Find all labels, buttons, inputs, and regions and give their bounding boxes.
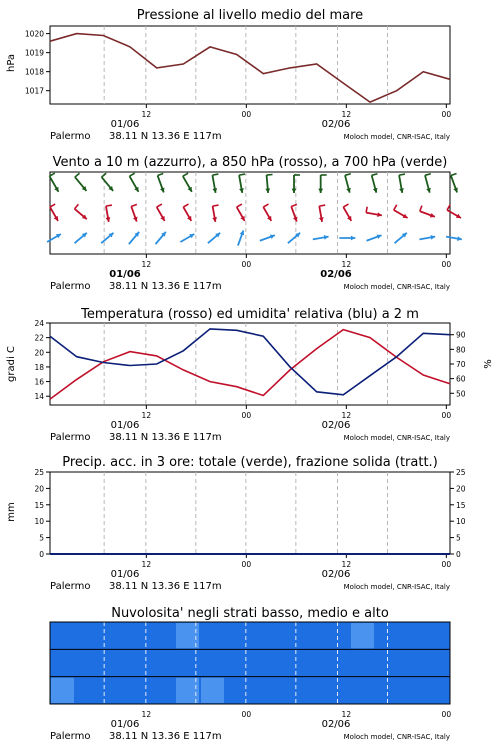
pressure-ytick-label: 1017 xyxy=(24,86,44,96)
precip-ytick-label: 10 xyxy=(34,517,44,527)
wind-barb xyxy=(366,207,367,213)
wind-hour-tick-label: 00 xyxy=(241,260,252,269)
precip-hour-tick-label: 12 xyxy=(341,560,352,569)
wind-barb xyxy=(212,174,218,175)
cloud-hour-tick-label: 00 xyxy=(441,710,452,719)
temp-hour-tick-label: 12 xyxy=(341,411,352,420)
cloud-cell xyxy=(76,678,99,703)
pressure-title: Pressione al livello medio del mare xyxy=(136,8,364,23)
cloud-hour-tick-label: 00 xyxy=(241,710,252,719)
cloud-cell xyxy=(301,650,324,675)
cloud-hour-tick-label: 12 xyxy=(141,710,152,719)
temp-date-label: 01/06 xyxy=(110,420,140,431)
precip-credit: Moloch model, CNR-ISAC, Italy xyxy=(343,583,450,591)
pressure-ytick-label: 1018 xyxy=(24,67,44,77)
pressure-hour-tick-label: 00 xyxy=(441,110,452,119)
temp-ylabel: gradi C xyxy=(6,346,17,382)
wind-panel xyxy=(47,155,462,292)
temp-hour-tick-label: 00 xyxy=(441,411,452,420)
pressure-coords: 38.11 N 13.36 E 117m xyxy=(109,131,222,142)
cloud-cell xyxy=(76,650,99,675)
pressure-date-label: 02/06 xyxy=(321,119,351,130)
pressure-ytick-label: 1019 xyxy=(24,48,44,58)
cloud-cell xyxy=(201,678,224,703)
temp-ytick-label: 24 xyxy=(34,319,44,328)
precip-ytick-label: 15 xyxy=(34,500,44,510)
pressure-hour-tick-label: 12 xyxy=(341,110,352,119)
cloud-cell xyxy=(426,678,449,703)
cloud-cell xyxy=(426,623,449,648)
humidity-ylabel: % xyxy=(483,359,494,369)
wind-coords: 38.11 N 13.36 E 117m xyxy=(109,281,222,292)
wind-date-label: 01/06 xyxy=(109,269,141,280)
humidity-ytick-right-label: 50 xyxy=(456,389,466,399)
pressure-panel xyxy=(6,8,451,142)
precip-ylabel: mm xyxy=(6,502,17,522)
wind-location: Palermo xyxy=(50,281,91,292)
cloud-cell xyxy=(251,623,274,648)
cloud-cell xyxy=(351,678,374,703)
wind-barb xyxy=(213,205,219,206)
wind-barb xyxy=(399,174,405,175)
wind-frame xyxy=(50,172,450,254)
temp-ytick-label: 18 xyxy=(34,362,44,372)
wind-title: Vento a 10 m (azzurro), a 850 hPa (rosso), a 700 hPa (verde) xyxy=(52,155,448,170)
cloud-cell xyxy=(401,678,424,703)
precip-coords: 38.11 N 13.36 E 117m xyxy=(109,581,222,592)
cloud-title: Nuvolosita' negli strati basso, medio e alto xyxy=(111,606,389,621)
wind-hour-tick-label: 00 xyxy=(441,260,452,269)
cloud-cell xyxy=(301,623,324,648)
temp-title: Temperatura (rosso) ed umidita' relativa (blu) a 2 m xyxy=(81,307,419,322)
temp-date-label: 02/06 xyxy=(321,420,351,431)
temp-ytick-label: 20 xyxy=(34,348,44,358)
humidity-ytick-right-label: 70 xyxy=(456,360,466,369)
precip-title: Precip. acc. in 3 ore: totale (verde), frazione solida (tratt.) xyxy=(62,455,438,470)
precip-hour-tick-label: 12 xyxy=(141,560,152,569)
cloud-cell xyxy=(251,650,274,675)
humidity-ytick-right-label: 60 xyxy=(456,374,466,384)
cloud-cell xyxy=(51,678,74,703)
cloud-cell xyxy=(426,650,449,675)
temp-hour-tick-label: 12 xyxy=(141,411,152,420)
precip-hour-tick-label: 00 xyxy=(241,560,252,569)
cloud-cell xyxy=(401,650,424,675)
precip-ytick-label: 25 xyxy=(34,468,44,477)
cloud-hour-tick-label: 12 xyxy=(341,710,352,719)
cloud-date-label: 01/06 xyxy=(110,719,140,730)
temperature-humidity-panel xyxy=(6,307,494,443)
humidity-ytick-right-label: 90 xyxy=(456,330,466,340)
pressure-ytick-label: 1020 xyxy=(24,29,44,39)
precip-ytick-right-label: 25 xyxy=(456,468,466,477)
precip-location: Palermo xyxy=(50,581,91,592)
cloud-cell xyxy=(351,623,374,648)
precip-frame xyxy=(50,472,450,554)
precipitation-panel xyxy=(6,455,466,592)
cloud-cell xyxy=(51,650,74,675)
wind-credit: Moloch model, CNR-ISAC, Italy xyxy=(343,283,450,291)
cloud-cell xyxy=(76,623,99,648)
pressure-hour-tick-label: 00 xyxy=(241,110,252,119)
cloud-coords: 38.11 N 13.36 E 117m xyxy=(109,731,222,742)
precip-ytick-right-label: 10 xyxy=(456,517,466,527)
precip-ytick-right-label: 15 xyxy=(456,500,466,510)
pressure-hour-tick-label: 12 xyxy=(141,110,152,119)
temp-ytick-label: 22 xyxy=(34,333,44,343)
pressure-credit: Moloch model, CNR-ISAC, Italy xyxy=(343,133,450,141)
cloud-cell xyxy=(151,623,174,648)
humidity-ytick-right-label: 80 xyxy=(456,345,466,355)
wind-hour-tick-label: 12 xyxy=(341,260,352,269)
temp-hour-tick-label: 00 xyxy=(241,411,252,420)
wind-barb xyxy=(451,173,457,175)
precip-hour-tick-label: 00 xyxy=(441,560,452,569)
temp-ytick-label: 14 xyxy=(34,392,44,402)
precip-ytick-right-label: 20 xyxy=(456,484,466,494)
temp-credit: Moloch model, CNR-ISAC, Italy xyxy=(343,434,450,442)
cloud-cell xyxy=(201,623,224,648)
precip-ytick-label: 5 xyxy=(39,533,44,543)
cloud-location: Palermo xyxy=(50,731,91,742)
wind-barb xyxy=(319,205,325,206)
cloud-cell xyxy=(51,623,74,648)
wind-barb xyxy=(267,175,273,176)
pressure-location: Palermo xyxy=(50,131,91,142)
cloud-cover-panel xyxy=(50,606,451,742)
precip-ytick-label: 0 xyxy=(39,550,44,559)
wind-barb xyxy=(106,205,112,206)
precip-ytick-right-label: 5 xyxy=(456,533,461,543)
pressure-date-label: 01/06 xyxy=(110,119,140,130)
precip-ytick-right-label: 0 xyxy=(456,550,461,559)
temp-ytick-label: 16 xyxy=(34,377,44,387)
wind-barb xyxy=(239,174,245,175)
precip-date-label: 01/06 xyxy=(110,569,140,580)
cloud-cell xyxy=(151,650,174,675)
temp-coords: 38.11 N 13.36 E 117m xyxy=(109,432,222,443)
cloud-cell xyxy=(401,623,424,648)
cloud-cell xyxy=(301,678,324,703)
precip-ytick-label: 20 xyxy=(34,484,44,494)
pressure-ylabel: hPa xyxy=(6,53,17,73)
cloud-cell xyxy=(351,650,374,675)
wind-hour-tick-label: 12 xyxy=(141,260,152,269)
wind-date-label: 02/06 xyxy=(320,269,352,280)
cloud-cell xyxy=(151,678,174,703)
precip-date-label: 02/06 xyxy=(321,569,351,580)
temp-location: Palermo xyxy=(50,432,91,443)
cloud-credit: Moloch model, CNR-ISAC, Italy xyxy=(343,733,450,741)
cloud-cell xyxy=(251,678,274,703)
cloud-cell xyxy=(201,650,224,675)
cloud-date-label: 02/06 xyxy=(321,719,351,730)
